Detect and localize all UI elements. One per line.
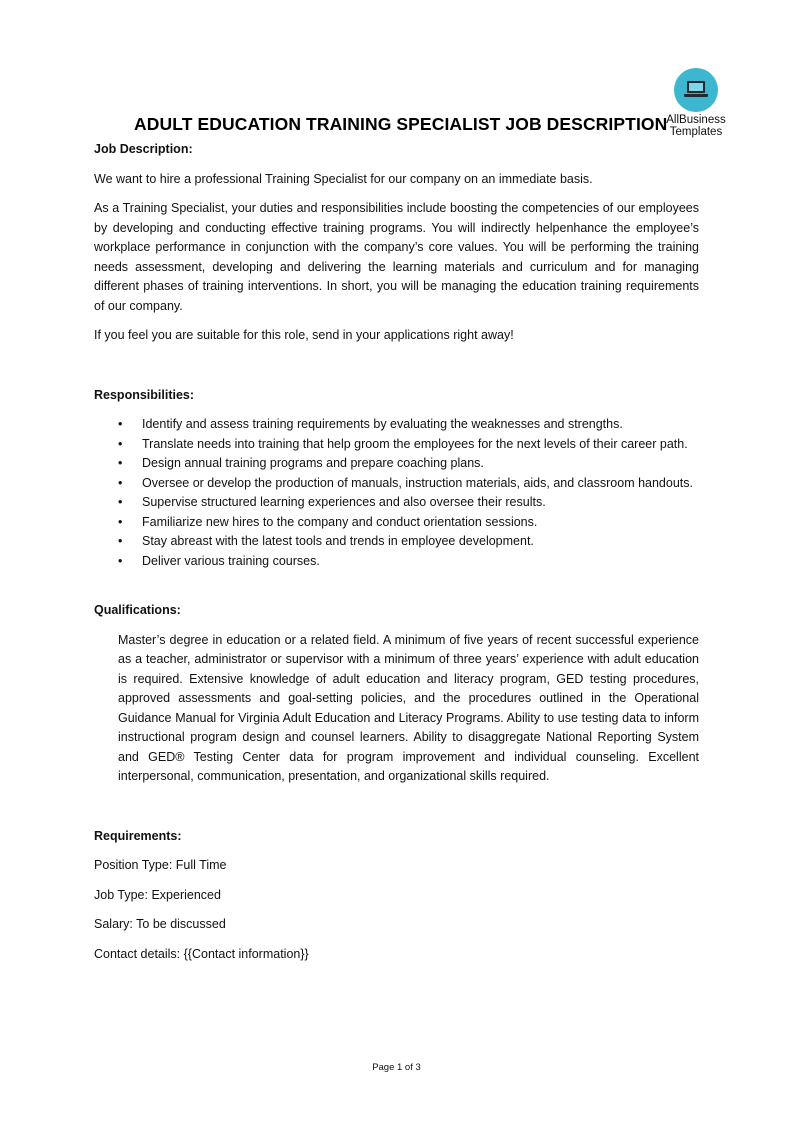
laptop-icon bbox=[674, 68, 718, 112]
logo-text: AllBusiness Templates bbox=[666, 114, 726, 138]
job-type: Job Type: Experienced bbox=[94, 887, 221, 902]
duties-paragraph: As a Training Specialist, your duties and responsibilities include boosting the competencies of our employees by developing and conducting effective training programs. You will indirectly helpenhance the employee’s workplace performance in conjunction with the company’s core values. You will be performing the training needs assessment, developing and delivering the learning materials and curriculum and for managing different phases of training interventions. In short, you will be managing the education training requirements of our company. bbox=[94, 201, 699, 313]
list-item: • Design annual training programs and prepare coaching plans. bbox=[118, 456, 484, 470]
job-description-heading: Job Description: bbox=[94, 142, 193, 156]
intro-paragraph: We want to hire a professional Training Specialist for our company on an immediate basis. bbox=[94, 171, 593, 186]
list-item: • Deliver various training courses. bbox=[118, 553, 320, 568]
list-item: • Oversee or develop the production of manuals, instruction materials, aids, and classroom handouts. bbox=[118, 475, 693, 490]
apply-paragraph: If you feel you are suitable for this role, send in your applications right away! bbox=[94, 328, 514, 342]
list-item: • Identify and assess training requirements by evaluating the weaknesses and strengths. bbox=[118, 417, 623, 431]
list-item: • Translate needs into training that help groom the employees for the next levels of their career path. bbox=[118, 436, 688, 451]
document-body bbox=[94, 140, 699, 964]
list-item: • Familiarize new hires to the company and conduct orientation sessions. bbox=[118, 514, 538, 529]
qualifications-text: Master’s degree in education or a related field. A minimum of five years of recent successful experience as a teacher, administrator or supervisor with a minimum of three years’ experience with adult education is required. Extensive knowledge of adult education and literacy program, GED testing procedures, approved assessments and goal-setting policies, and the procedures outlined in the Operational Guidance Manual for Virginia Adult Education and Literacy Programs. Ability to use testing data to inform instructional program design and counsel learners. Ability to disaggregate National Reporting System and GED® Testing Center data for program improvement and individual counseling. Excellent interpersonal, communication, presentation, and organizational skills required. bbox=[118, 632, 699, 783]
contact-details: Contact details: {{Contact information}} bbox=[94, 946, 309, 961]
list-item: • Supervise structured learning experiences and also oversee their results. bbox=[118, 495, 546, 509]
requirements-heading: Requirements: bbox=[94, 828, 182, 843]
list-item: • Stay abreast with the latest tools and trends in employee development. bbox=[118, 534, 534, 548]
responsibilities-heading: Responsibilities: bbox=[94, 387, 195, 402]
document-title: ADULT EDUCATION TRAINING SPECIALIST JOB DESCRIPTION bbox=[134, 114, 668, 134]
allbusiness-logo bbox=[660, 68, 732, 138]
qualifications-heading: Qualifications: bbox=[94, 603, 181, 617]
position-type: Position Type: Full Time bbox=[94, 858, 227, 872]
responsibilities-list bbox=[94, 415, 699, 571]
salary: Salary: To be discussed bbox=[94, 917, 226, 931]
page-number: Page 1 of 3 bbox=[372, 1062, 421, 1073]
